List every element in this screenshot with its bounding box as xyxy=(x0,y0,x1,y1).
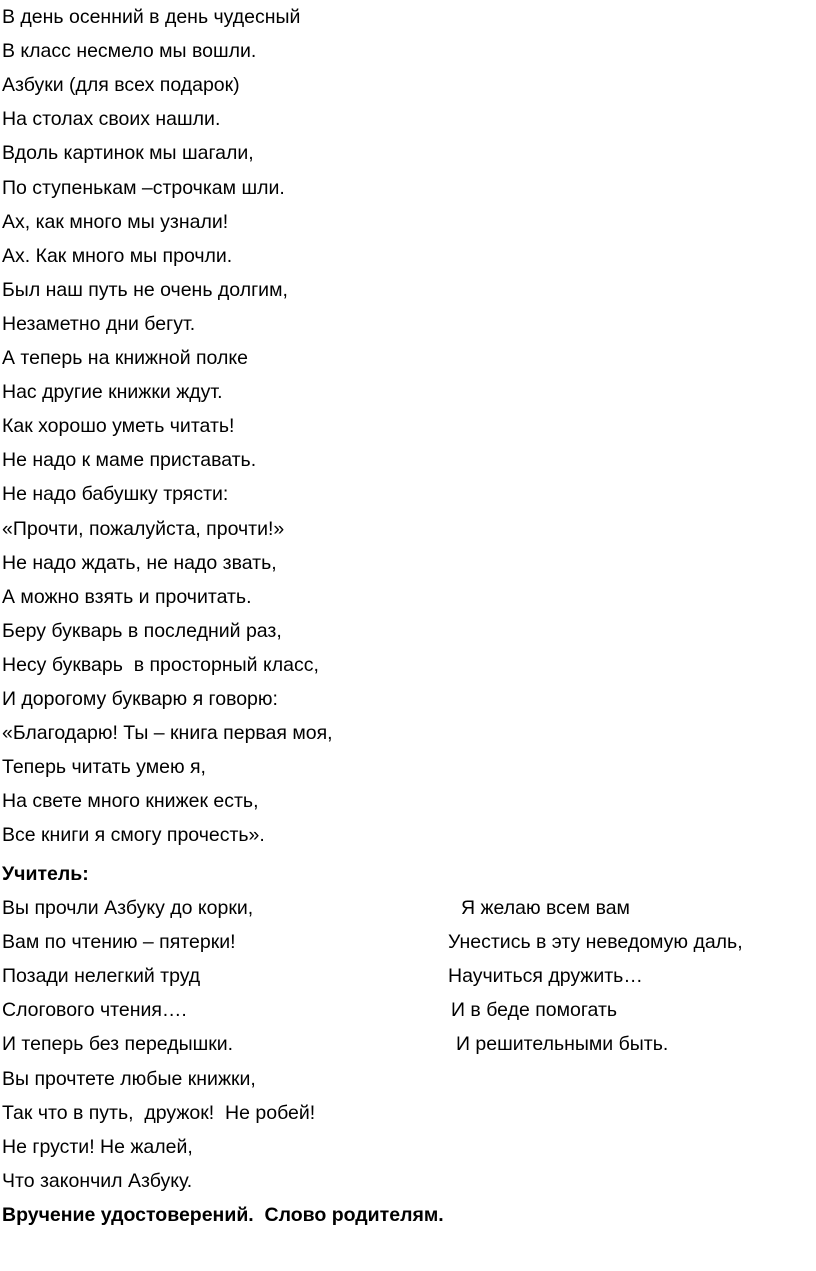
poem-line: Несу букварь в просторный класс, xyxy=(2,653,319,676)
teacher-heading: Учитель: xyxy=(2,863,89,885)
teacher-right-line: Научиться дружить… xyxy=(448,965,643,988)
teacher-left-line: Слогового чтения…. xyxy=(2,999,187,1022)
poem-line: Все книги я смогу прочесть». xyxy=(2,824,265,847)
poem-line: И дорогому букварю я говорю: xyxy=(2,688,278,710)
poem-line: Азбуки (для всех подарок) xyxy=(2,74,240,97)
teacher-left-line: Вам по чтению – пятерки! xyxy=(2,931,236,954)
teacher-left-line: Вы прочтете любые книжки, xyxy=(2,1067,256,1090)
teacher-right-line: Я желаю всем вам xyxy=(461,897,630,919)
poem-line: На свете много книжек есть, xyxy=(2,790,259,813)
poem-line: Незаметно дни бегут. xyxy=(2,312,196,335)
poem-line: В день осенний в день чудесный xyxy=(2,6,301,28)
teacher-left-line: Что закончил Азбуку. xyxy=(2,1169,193,1192)
poem-line: Теперь читать умею я, xyxy=(2,756,206,779)
poem-line: Не надо к маме приставать. xyxy=(2,449,257,472)
poem-line: «Благодарю! Ты – книга первая моя, xyxy=(2,722,333,745)
poem-line: Вдоль картинок мы шагали, xyxy=(2,142,254,165)
teacher-right-line: И решительными быть. xyxy=(456,1033,669,1056)
poem-line: По ступенькам –строчкам шли. xyxy=(2,176,285,199)
teacher-left-line: Не грусти! Не жалей, xyxy=(2,1135,193,1158)
closing-line: Вручение удостоверений. Слово родителям. xyxy=(2,1204,444,1226)
teacher-right-line: И в беде помогать xyxy=(451,999,618,1022)
teacher-left-line: Позади нелегкий труд xyxy=(2,965,201,988)
poem-line: Нас другие книжки ждут. xyxy=(2,381,223,404)
poem-line: Был наш путь не очень долгим, xyxy=(2,278,288,301)
poem-line: Не надо ждать, не надо звать, xyxy=(2,551,277,574)
poem-line: «Прочти, пожалуйста, прочти!» xyxy=(2,517,285,540)
poem-line: А можно взять и прочитать. xyxy=(2,585,252,608)
poem-line: Ах, как много мы узнали! xyxy=(2,210,229,233)
teacher-right-line: Унестись в эту неведомую даль, xyxy=(448,931,743,954)
teacher-left-line: Так что в путь, дружок! Не робей! xyxy=(2,1101,316,1124)
poem-line: Не надо бабушку трясти: xyxy=(2,483,229,506)
poem-line: Беру букварь в последний раз, xyxy=(2,619,282,642)
teacher-left-line: И теперь без передышки. xyxy=(2,1033,234,1056)
poem-line: Ах. Как много мы прочли. xyxy=(2,244,233,267)
poem-line: Как хорошо уметь читать! xyxy=(2,415,235,438)
poem-line: В класс несмело мы вошли. xyxy=(2,40,257,63)
teacher-left-line: Вы прочли Азбуку до корки, xyxy=(2,897,254,919)
poem-line: На столах своих нашли. xyxy=(2,108,221,131)
poem-line: А теперь на книжной полке xyxy=(2,347,248,369)
